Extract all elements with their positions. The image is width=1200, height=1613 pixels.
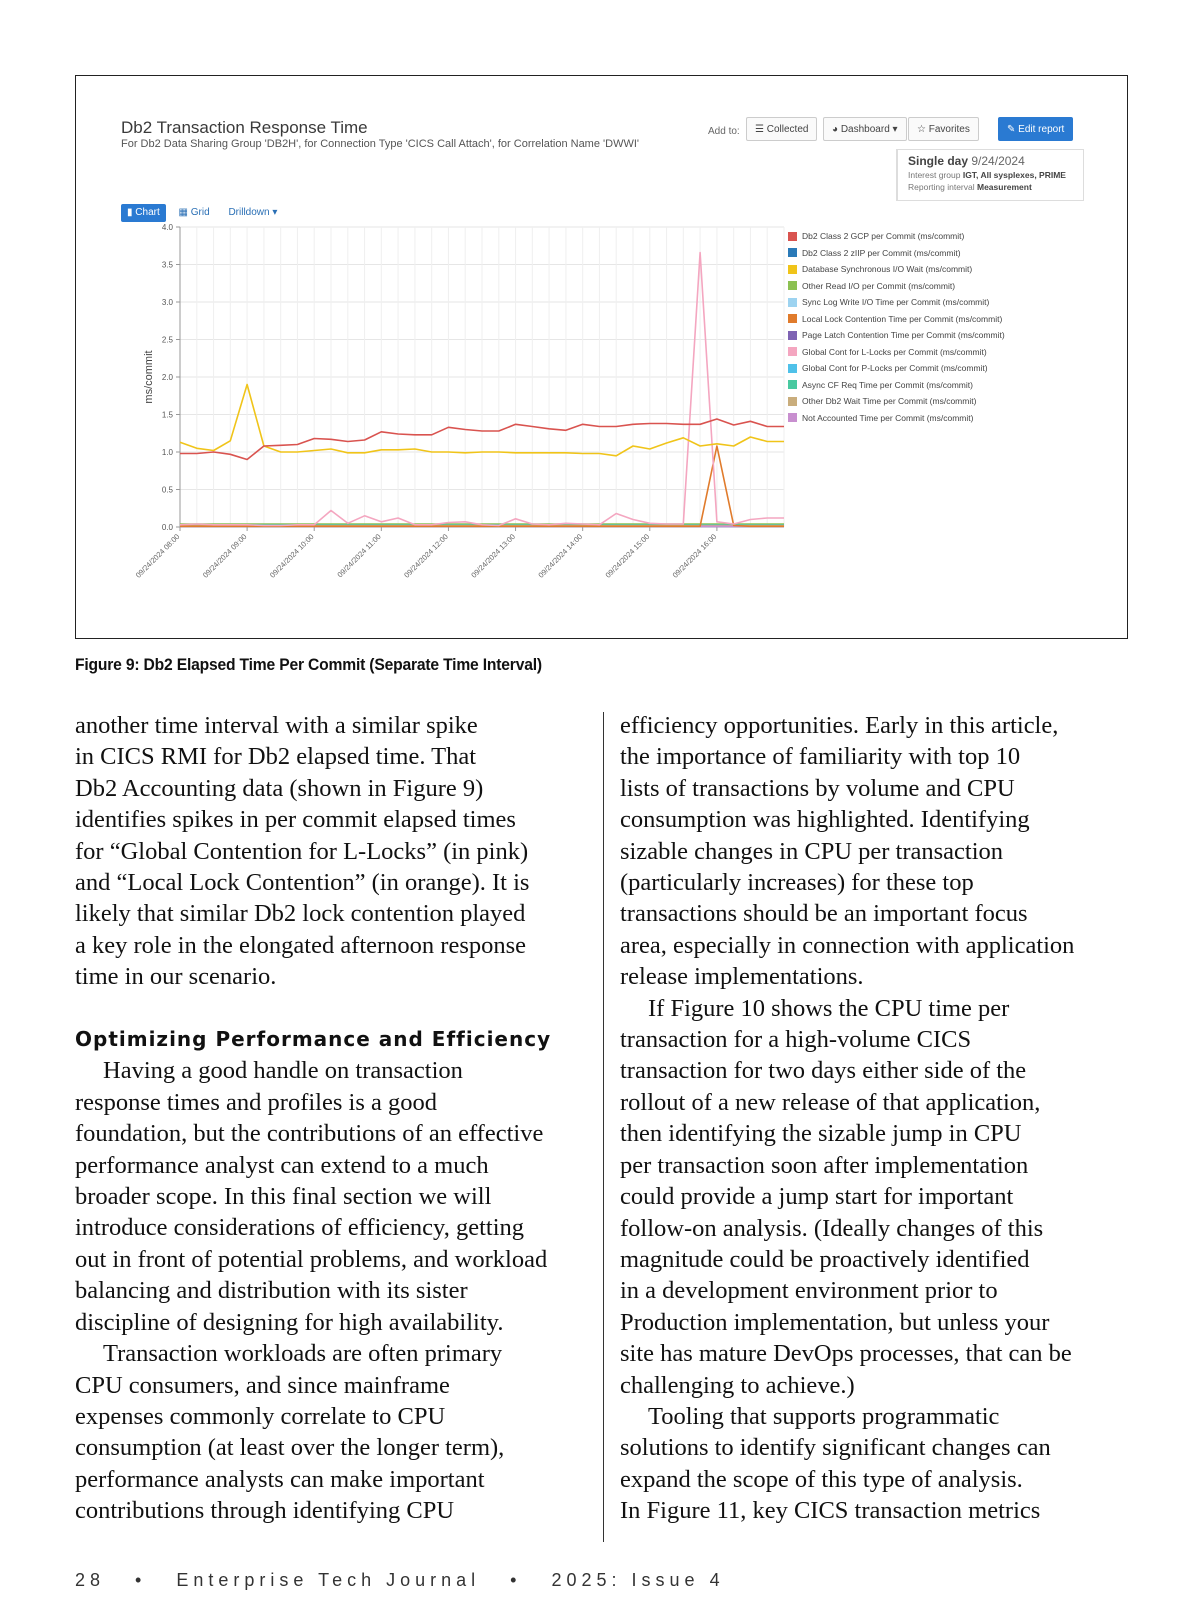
report-title: Db2 Transaction Response Time xyxy=(121,118,368,137)
legend-label: Local Lock Contention Time per Commit (ms/commit) xyxy=(802,313,1003,324)
footer-bullet: • xyxy=(510,1570,522,1590)
legend-label: Async CF Req Time per Commit (ms/commit) xyxy=(802,379,973,390)
legend-swatch xyxy=(788,364,797,373)
text-line: consumption was highlighted. Identifying xyxy=(620,806,1030,834)
list-icon: ☰ xyxy=(755,124,764,135)
collected-label: Collected xyxy=(766,124,809,135)
text-line: lists of transactions by volume and CPU xyxy=(620,774,1015,802)
issue-label: 2025: Issue 4 xyxy=(551,1570,725,1590)
text-line: Having a good handle on transaction xyxy=(103,1057,463,1085)
footer-bullet: • xyxy=(135,1570,147,1590)
x-tick-label: 09/24/2024 15:00 xyxy=(603,532,652,580)
text-line: transaction for a high-volume CICS xyxy=(620,1026,972,1054)
left-paragraph-2 xyxy=(75,1055,595,1338)
legend-swatch xyxy=(788,380,797,389)
legend-item[interactable] xyxy=(788,228,1005,245)
legend-item[interactable] xyxy=(788,393,1005,410)
text-line: area, especially in connection with application xyxy=(620,931,1075,959)
y-tick-label: 2.5 xyxy=(161,335,173,345)
text-line: Db2 Accounting data (shown in Figure 9) xyxy=(75,774,484,802)
publication-name: Enterprise Tech Journal xyxy=(176,1570,481,1590)
legend-label: Sync Log Write I/O Time per Commit (ms/commit) xyxy=(802,297,990,308)
text-line: expenses commonly correlate to CPU xyxy=(75,1402,446,1430)
text-line: If Figure 10 shows the CPU time per xyxy=(648,994,1010,1022)
period-label: Single day xyxy=(908,154,969,168)
reporting-interval-value: Measurement xyxy=(977,182,1032,192)
legend-item[interactable] xyxy=(788,278,1005,295)
star-icon: ☆ xyxy=(917,124,926,135)
edit-icon: ✎ xyxy=(1007,124,1016,135)
text-line: response times and profiles is a good xyxy=(75,1088,437,1116)
right-column xyxy=(620,710,1140,1527)
x-tick-label: 09/24/2024 09:00 xyxy=(200,532,249,580)
section-heading: Optimizing Performance and Efficiency xyxy=(75,1027,552,1052)
text-line: release implementations. xyxy=(620,963,864,991)
text-line: Production implementation, but unless your xyxy=(620,1308,1050,1336)
legend-item[interactable] xyxy=(788,294,1005,311)
x-tick-label: 09/24/2024 14:00 xyxy=(536,532,585,580)
grid-icon: ▦ xyxy=(178,207,188,218)
right-paragraph-1 xyxy=(620,710,1140,993)
x-tick-label: 09/24/2024 12:00 xyxy=(402,532,450,580)
text-line: performance analyst can extend to a much xyxy=(75,1151,489,1179)
add-to-label: Add to: xyxy=(708,126,740,137)
text-line: a key role in the elongated afternoon response xyxy=(75,931,527,959)
tab-grid-label: Grid xyxy=(190,207,210,218)
legend-label: Not Accounted Time per Commit (ms/commit) xyxy=(802,412,974,423)
reporting-interval-prefix: Reporting interval xyxy=(908,182,975,192)
legend-label: Database Synchronous I/O Wait (ms/commit) xyxy=(802,264,973,275)
edit-report-label: Edit report xyxy=(1018,124,1065,135)
tab-chart-label: Chart xyxy=(135,207,160,218)
text-line: consumption (at least over the longer term), xyxy=(75,1434,505,1462)
text-line: identifies spikes in per commit elapsed times xyxy=(75,806,516,834)
legend-label: Other Db2 Wait Time per Commit (ms/commit) xyxy=(802,396,977,407)
report-subtitle: For Db2 Data Sharing Group 'DB2H', for Connection Type 'CICS Call Attach', for Correlation Name 'DWWI' xyxy=(121,138,639,150)
text-line: for “Global Contention for L-Locks” (in pink) xyxy=(75,837,529,865)
text-line: out in front of potential problems, and workload xyxy=(75,1245,548,1273)
caret-down-icon: ▾ xyxy=(272,207,278,218)
x-tick-label: 09/24/2024 08:00 xyxy=(133,532,182,580)
page-footer xyxy=(75,1570,725,1591)
text-line: in CICS RMI for Db2 elapsed time. That xyxy=(75,743,477,771)
y-axis-title: ms/commit xyxy=(143,350,155,404)
text-line: the importance of familiarity with top 10 xyxy=(620,743,1021,771)
text-line: another time interval with a similar spike xyxy=(75,712,478,739)
chart-legend xyxy=(788,228,1005,426)
legend-item[interactable] xyxy=(788,377,1005,394)
text-line: contributions through identifying CPU xyxy=(75,1497,455,1525)
text-line: magnitude could be proactively identified xyxy=(620,1245,1030,1273)
favorites-label: Favorites xyxy=(928,124,970,135)
left-paragraph-3 xyxy=(75,1338,595,1526)
legend-swatch xyxy=(788,248,797,257)
x-tick-label: 09/24/2024 16:00 xyxy=(670,532,719,580)
legend-swatch xyxy=(788,397,797,406)
left-column xyxy=(75,710,595,1527)
legend-swatch xyxy=(788,232,797,241)
period-value: 9/24/2024 xyxy=(971,154,1025,168)
text-line: and “Local Lock Contention” (in orange). It is xyxy=(75,869,530,897)
caret-down-icon: ▾ xyxy=(892,124,898,135)
text-line: Transaction workloads are often primary xyxy=(103,1340,503,1368)
text-line: per transaction soon after implementation xyxy=(620,1151,1029,1179)
legend-item[interactable] xyxy=(788,261,1005,278)
legend-swatch xyxy=(788,314,797,323)
legend-item[interactable] xyxy=(788,410,1005,427)
text-line: expand the scope of this type of analysis. xyxy=(620,1465,1023,1493)
column-divider xyxy=(603,712,604,1542)
text-line: transactions should be an important focus xyxy=(620,900,1028,928)
text-line: could provide a jump start for important xyxy=(620,1183,1014,1211)
text-line: efficiency opportunities. Early in this article, xyxy=(620,712,1059,739)
text-line: rollout of a new release of that application, xyxy=(620,1088,1041,1116)
bar-chart-icon: ▮ xyxy=(127,207,133,218)
y-tick-label: 2.0 xyxy=(161,373,173,382)
text-line: site has mature DevOps processes, that can be xyxy=(620,1340,1072,1368)
y-tick-label: 0.0 xyxy=(161,523,173,532)
chart-grid xyxy=(180,227,784,527)
figure-9-frame xyxy=(75,75,1128,639)
text-line: Tooling that supports programmatic xyxy=(648,1402,1000,1430)
x-tick-label: 09/24/2024 11:00 xyxy=(335,532,383,580)
left-paragraph-1 xyxy=(75,710,595,993)
y-tick-label: 3.0 xyxy=(161,298,173,307)
text-line: time in our scenario. xyxy=(75,963,277,991)
legend-label: Global Cont for L-Locks per Commit (ms/commit) xyxy=(802,346,987,357)
interest-group-value: IGT, All sysplexes, PRIME xyxy=(962,170,1066,180)
right-paragraph-2 xyxy=(620,993,1140,1401)
legend-item[interactable] xyxy=(788,245,1005,262)
tab-drilldown-label: Drilldown xyxy=(228,207,270,218)
text-line: then identifying the sizable jump in CPU xyxy=(620,1120,1022,1148)
text-line: In Figure 11, key CICS transaction metrics xyxy=(620,1497,1041,1525)
right-paragraph-3 xyxy=(620,1401,1140,1527)
text-line: foundation, but the contributions of an effective xyxy=(75,1120,544,1148)
text-line: transaction for two days either side of the xyxy=(620,1057,1027,1085)
text-line: CPU consumers, and since mainframe xyxy=(75,1371,450,1399)
y-tick-label: 1.0 xyxy=(161,448,173,457)
text-line: in a development environment prior to xyxy=(620,1277,998,1305)
y-tick-label: 0.5 xyxy=(161,485,173,495)
text-line: (particularly increases) for these top xyxy=(620,869,974,897)
legend-item[interactable] xyxy=(788,311,1005,328)
legend-label: Other Read I/O per Commit (ms/commit) xyxy=(802,280,956,291)
y-tick-label: 3.5 xyxy=(161,260,173,270)
text-line: discipline of designing for high availability. xyxy=(75,1308,504,1336)
x-tick-label: 09/24/2024 10:00 xyxy=(267,532,316,580)
dashboard-label: Dashboard xyxy=(840,124,890,135)
legend-label: Global Cont for P-Locks per Commit (ms/commit) xyxy=(802,363,988,374)
legend-swatch xyxy=(788,281,797,290)
text-line: broader scope. In this final section we will xyxy=(75,1183,492,1211)
interest-group-prefix: Interest group xyxy=(908,170,961,180)
legend-swatch xyxy=(788,298,797,307)
text-line: solutions to identify significant changes can xyxy=(620,1434,1051,1462)
legend-swatch xyxy=(788,331,797,340)
y-tick-label: 4.0 xyxy=(161,223,173,232)
legend-label: Db2 Class 2 zIIP per Commit (ms/commit) xyxy=(802,247,961,258)
y-tick-label: 1.5 xyxy=(161,410,173,420)
legend-label: Page Latch Contention Time per Commit (ms/commit) xyxy=(802,330,1005,341)
legend-swatch xyxy=(788,413,797,422)
text-line: challenging to achieve.) xyxy=(620,1371,855,1399)
figure-caption: Figure 9: Db2 Elapsed Time Per Commit (Separate Time Interval) xyxy=(75,655,542,674)
x-tick-label: 09/24/2024 13:00 xyxy=(469,532,517,580)
legend-label: Db2 Class 2 GCP per Commit (ms/commit) xyxy=(802,231,965,242)
legend-item[interactable] xyxy=(788,360,1005,377)
legend-swatch xyxy=(788,347,797,356)
text-line: balancing and distribution with its sister xyxy=(75,1277,468,1305)
legend-item[interactable] xyxy=(788,344,1005,361)
dashboard-icon: ◕ xyxy=(832,124,839,135)
page-number: 28 xyxy=(75,1570,106,1590)
legend-swatch xyxy=(788,265,797,274)
text-line: sizable changes in CPU per transaction xyxy=(620,837,1004,865)
text-line: likely that similar Db2 lock contention played xyxy=(75,900,526,928)
legend-item[interactable] xyxy=(788,327,1005,344)
text-line: introduce considerations of efficiency, getting xyxy=(75,1214,525,1242)
text-line: performance analysts can make important xyxy=(75,1465,485,1493)
text-line: follow-on analysis. (Ideally changes of this xyxy=(620,1214,1044,1242)
